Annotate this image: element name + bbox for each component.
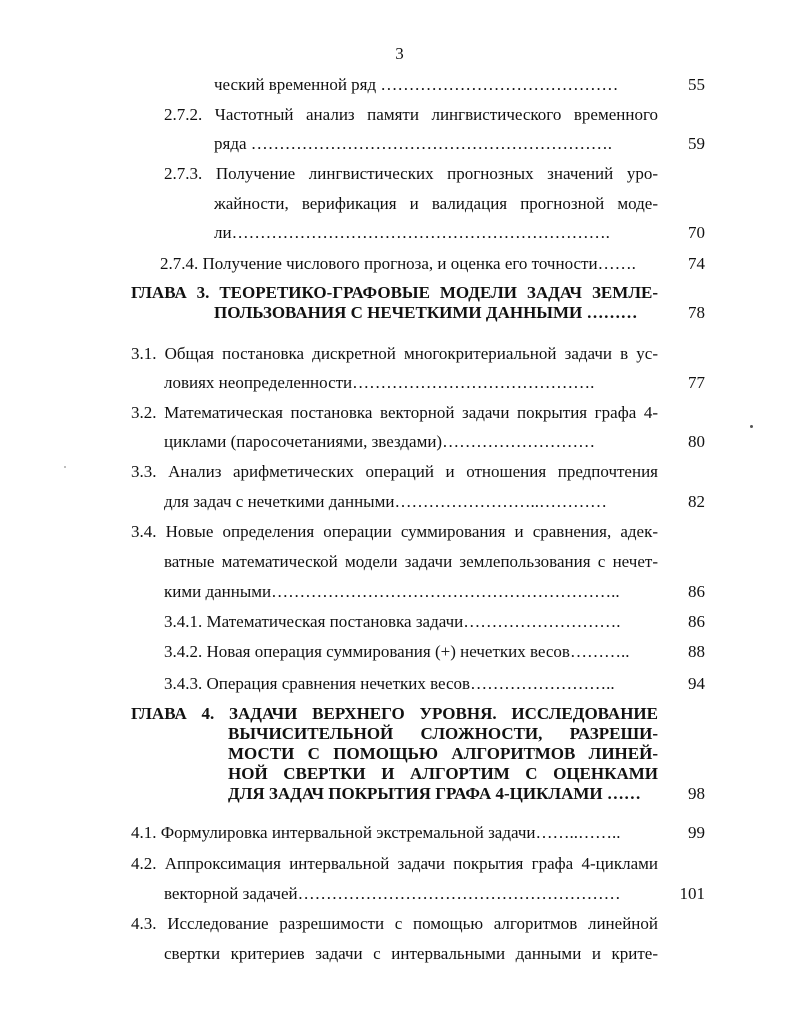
toc-line: свертки критериев задачи с интервальными данными и крите- [164,944,658,963]
toc-page: 80 [688,432,705,451]
toc-page: 59 [688,134,705,153]
toc-line: 4.3. Исследование разрешимости с помощью алгоритмов линейной [131,914,658,933]
chapter-heading: ВЫЧИСИТЕЛЬНОЙ СЛОЖНОСТИ, РАЗРЕШИ- [228,724,658,743]
toc-line: 3.2. Математическая постановка векторной задачи покрытия графа 4- [131,403,658,422]
chapter-heading: ДЛЯ ЗАДАЧ ПОКРЫТИЯ ГРАФА 4-ЦИКЛАМИ …… [228,784,641,803]
toc-line: 2.7.3. Получение лингвистических прогнозных значений уро- [164,164,658,183]
toc-line: 2.7.2. Частотный анализ памяти лингвистического временного [164,105,658,124]
toc-page: 101 [679,884,705,903]
toc-line: циклами (паросочетаниями, звездами)……………………… [164,432,596,451]
chapter-heading: НОЙ СВЕРТКИ И АЛГОРТИМ С ОЦЕНКАМИ [228,764,658,783]
toc-page: 88 [688,642,705,661]
toc-line: 4.2. Аппроксимация интервальной задачи покрытия графа 4-циклами [131,854,658,873]
toc-line: векторной задачей………………………………………………… [164,884,621,903]
toc-line: для задач с нечеткими данными……………………..………… [164,492,607,511]
toc-page: 99 [688,823,705,842]
toc-page: 77 [688,373,705,392]
toc-line: ряда ………………………………………………………. [214,134,613,153]
toc-line: ческий временной ряд …………………………………… [214,75,619,94]
toc-line: 3.4.2. Новая операция суммирования (+) нечетких весов……….. [164,642,630,661]
toc-line: 3.4. Новые определения операции суммирования и сравнения, адек- [131,522,658,541]
chapter-heading: ГЛАВА 3. ТЕОРЕТИКО-ГРАФОВЫЕ МОДЕЛИ ЗАДАЧ ЗЕМЛЕ- [131,283,658,302]
toc-line: ватные математической модели задачи землепользования с нечет- [164,552,658,571]
chapter-heading: ГЛАВА 4. ЗАДАЧИ ВЕРХНЕГО УРОВНЯ. ИССЛЕДОВАНИЕ [131,704,658,723]
page-number: 3 [395,44,404,63]
toc-line: 3.4.1. Математическая постановка задачи………………………. [164,612,621,631]
chapter-heading: ПОЛЬЗОВАНИЯ С НЕЧЕТКИМИ ДАННЫМИ ……… [214,303,638,322]
toc-page: 98 [688,784,705,803]
toc-line: ли…………………………………………………………. [214,223,610,242]
toc-page: 74 [688,254,705,273]
toc-line: ловиях неопределенности……………………………………. [164,373,595,392]
toc-page: 70 [688,223,705,242]
toc-line: 3.4.3. Операция сравнения нечетких весов…………………….. [164,674,615,693]
toc-line: 4.1. Формулировка интервальной экстремальной задачи……..…….. [131,823,621,842]
toc-page: 78 [688,303,705,322]
toc-page: 86 [688,582,705,601]
scan-speck [64,466,66,468]
toc-page: 55 [688,75,705,94]
toc-line: 3.3. Анализ арифметических операций и отношения предпочтения [131,462,658,481]
toc-page: 82 [688,492,705,511]
chapter-heading: МОСТИ С ПОМОЩЬЮ АЛГОРИТМОВ ЛИНЕЙ- [228,744,658,763]
toc-line: 2.7.4. Получение числового прогноза, и оценка его точности……. [160,254,636,273]
toc-page: 94 [688,674,705,693]
toc-line: кими данными…………………………………………………….. [164,582,620,601]
toc-line: жайности, верификация и валидация прогнозной моде- [214,194,658,213]
toc-line: 3.1. Общая постановка дискретной многокритериальной задачи в ус- [131,344,658,363]
toc-page: 86 [688,612,705,631]
scan-speck [750,425,753,428]
